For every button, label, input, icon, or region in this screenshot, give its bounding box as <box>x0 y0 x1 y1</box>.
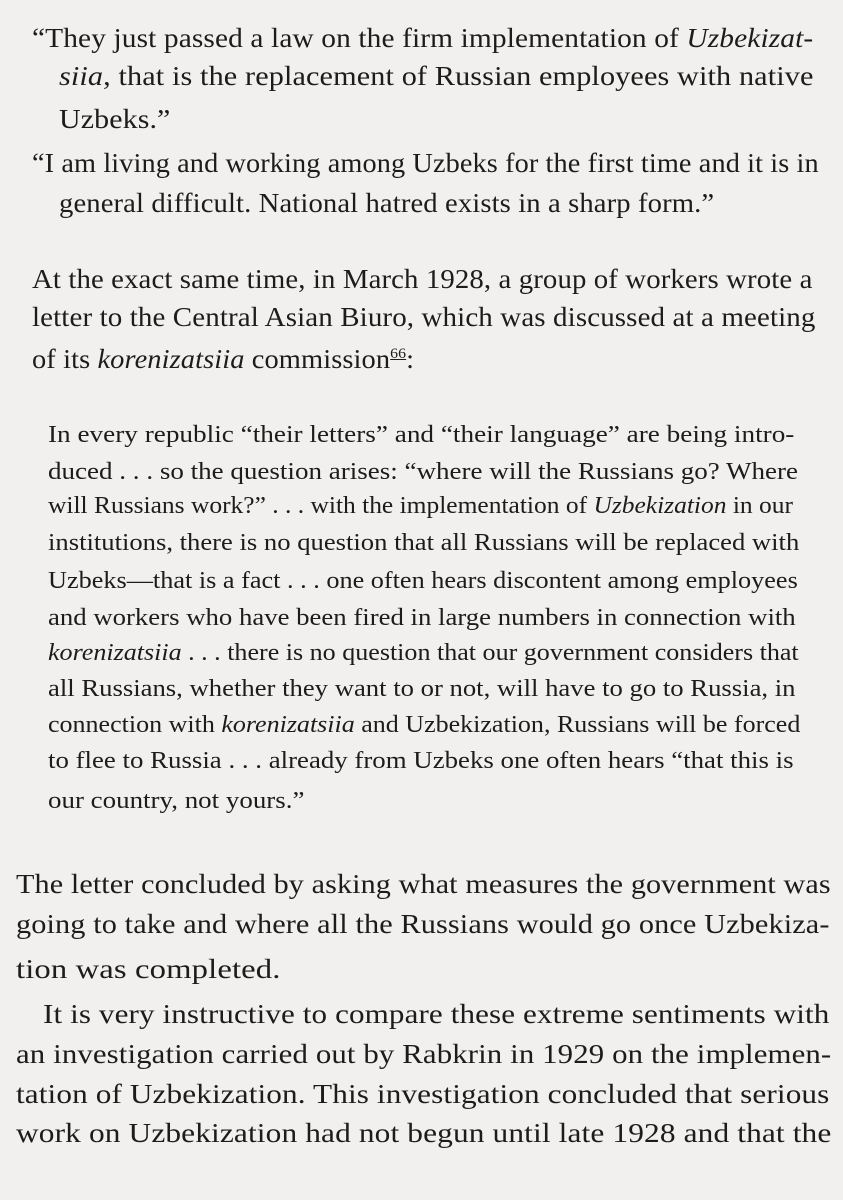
text-run: korenizatsiia <box>97 344 245 374</box>
text-line <box>59 58 814 94</box>
text-line <box>48 419 794 451</box>
footnote-ref: In every republic “their letters” and “their language” are being intro- <box>48 422 795 448</box>
footnote-ref: tation of Uzbekization. This investigation concluded that serious <box>16 1079 830 1109</box>
footnote-ref: going to take and where all the Russians would go once Uzbekiza- <box>16 909 830 939</box>
text-line <box>48 456 798 488</box>
text-line <box>48 785 304 817</box>
text-line <box>16 906 830 942</box>
footnote-ref: It is very instructive to compare these extreme sentiments with <box>43 999 830 1029</box>
text-line <box>59 185 714 221</box>
text-line <box>16 1115 831 1151</box>
text-run: siia <box>59 61 104 91</box>
footnote-ref: an investigation carried out by Rabkrin in 1929 on the implemen- <box>16 1039 832 1069</box>
footnote-ref: and Uzbekization, Russians will be forced <box>354 712 801 738</box>
footnote-ref: connection with <box>48 712 222 738</box>
text-line <box>48 490 793 522</box>
footnote-ref: Uzbeks—that is a fact . . . one often hears discontent among employees <box>48 568 798 594</box>
footnote-ref: Uzbeks.” <box>59 104 171 134</box>
text-line <box>48 565 798 597</box>
footnote-ref: work on Uzbekization had not begun until late 1928 and that the <box>16 1118 832 1148</box>
text-run: Uzbekizat- <box>686 23 814 53</box>
text-line <box>59 101 170 137</box>
text-line <box>48 602 796 634</box>
text-line <box>16 1076 829 1112</box>
text-run: korenizatsiia <box>48 640 182 666</box>
footnote-ref: commission <box>244 344 391 374</box>
footnote-ref: general difficult. National hatred exists in a sharp form.” <box>59 188 715 218</box>
text-line <box>16 951 281 987</box>
footnote-ref: At the exact same time, in March 1928, a group of workers wrote a <box>32 264 813 294</box>
text-line <box>32 20 813 56</box>
footnote-ref: “They just passed a law on the firm implementation of <box>32 23 687 53</box>
text-run: korenizatsiia <box>221 712 355 738</box>
footnote-ref: will Russians work?” . . . with the implementation of <box>48 493 594 519</box>
footnote-ref: all Russians, whether they want to or not, will have to go to Russia, in <box>48 676 796 702</box>
text-line <box>48 673 796 705</box>
footnote-ref: and workers who have been fired in large numbers in connection with <box>48 605 796 631</box>
text-line <box>48 637 799 669</box>
text-line <box>16 866 831 902</box>
text-line <box>16 1036 831 1072</box>
footnote-ref: of its <box>32 344 98 374</box>
text-line <box>48 709 800 741</box>
footnote-ref: . . . there is no question that our government considers that <box>181 640 799 666</box>
footnote-ref: 66 <box>390 346 407 362</box>
footnote-ref: institutions, there is no question that all Russians will be replaced with <box>48 530 800 556</box>
footnote-ref: , that is the replacement of Russian employees with native <box>103 61 814 91</box>
footnote-ref: tion was completed. <box>16 954 281 984</box>
text-line <box>48 745 794 777</box>
text-line <box>32 261 812 297</box>
text-line <box>32 145 819 181</box>
text-line <box>48 527 799 559</box>
text-line <box>43 996 829 1032</box>
text-line <box>32 341 414 377</box>
footnote-ref: “I am living and working among Uzbeks for the first time and it is in <box>32 148 819 178</box>
footnote-ref: duced . . . so the question arises: “where will the Russians go? Where <box>48 459 799 485</box>
footnote-ref: : <box>406 344 415 374</box>
text-run: Uzbekization <box>593 493 727 519</box>
footnote-ref: The letter concluded by asking what measures the government was <box>16 869 831 899</box>
footnote-ref: in our <box>726 493 793 519</box>
footnote-ref: letter to the Central Asian Biuro, which was discussed at a meeting <box>32 302 816 332</box>
text-line <box>32 299 816 335</box>
footnote-ref: to flee to Russia . . . already from Uzbeks one often hears “that this is <box>48 748 794 774</box>
footnote-ref: our country, not yours.” <box>48 788 305 814</box>
